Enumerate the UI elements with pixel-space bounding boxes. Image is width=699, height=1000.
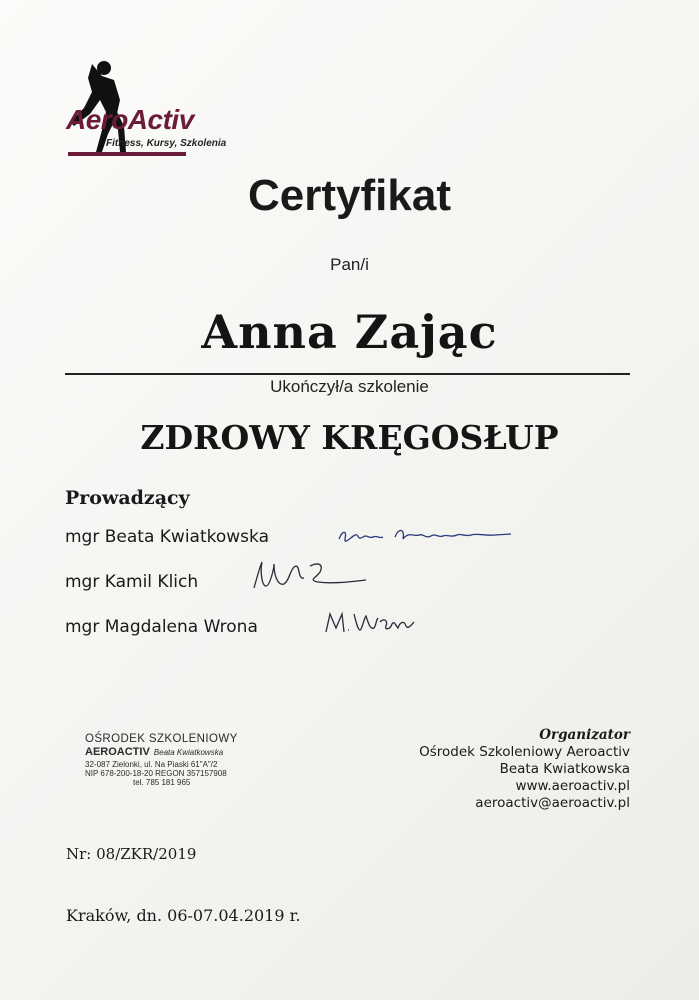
organizer-block	[419, 727, 630, 812]
company-stamp	[85, 733, 265, 787]
logo-tagline: Fitness, Kursy, Szkolenia	[106, 138, 227, 149]
instructors-heading: Prowadzący	[65, 487, 190, 509]
name-underline	[65, 373, 630, 375]
stamp-phone: tel. 785 181 965	[133, 778, 191, 787]
stamp-line-1: OŚRODEK SZKOLENIOWY	[85, 733, 238, 745]
organizer-line-1: Ośrodek Szkoleniowy Aeroactiv	[419, 744, 630, 760]
completion-text: Ukończył/a szkolenie	[270, 377, 429, 396]
stamp-line-2	[85, 746, 265, 758]
recipient-name: Anna Zając	[201, 305, 498, 359]
signature-kamil-klich	[248, 558, 378, 592]
organizer-heading: Organizator	[539, 727, 630, 743]
signature-magdalena-wrona	[322, 608, 417, 638]
organizer-email: aeroactiv@aeroactiv.pl	[475, 795, 630, 811]
stamp-address: 32-087 Zielonki, ul. Na Piaski 61"A"/2	[85, 760, 218, 769]
signature-beata-kwiatkowska	[335, 525, 515, 549]
instructor-3: mgr Magdalena Wrona	[65, 617, 258, 637]
certificate-title: Certyfikat	[248, 171, 451, 220]
instructor-1: mgr Beata Kwiatkowska	[65, 527, 269, 547]
place-and-date: Kraków, dn. 06-07.04.2019 r.	[66, 906, 301, 925]
organizer-website: www.aeroactiv.pl	[515, 778, 630, 794]
aeroactiv-logo	[62, 56, 242, 164]
course-name: ZDROWY KRĘGOSŁUP	[140, 418, 559, 457]
organizer-line-2: Beata Kwiatkowska	[499, 761, 630, 777]
logo-wordmark: AeroActiv	[66, 104, 194, 135]
stamp-company: AEROACTIV	[85, 746, 150, 758]
certificate-number: Nr: 08/ZKR/2019	[66, 845, 197, 863]
stamp-nip-regon: NIP 678-200-18-20 REGON 357157908	[85, 769, 227, 778]
salutation: Pan/i	[330, 255, 369, 274]
instructor-2: mgr Kamil Klich	[65, 572, 199, 592]
stamp-owner: Beata Kwiatkowska	[153, 748, 224, 757]
